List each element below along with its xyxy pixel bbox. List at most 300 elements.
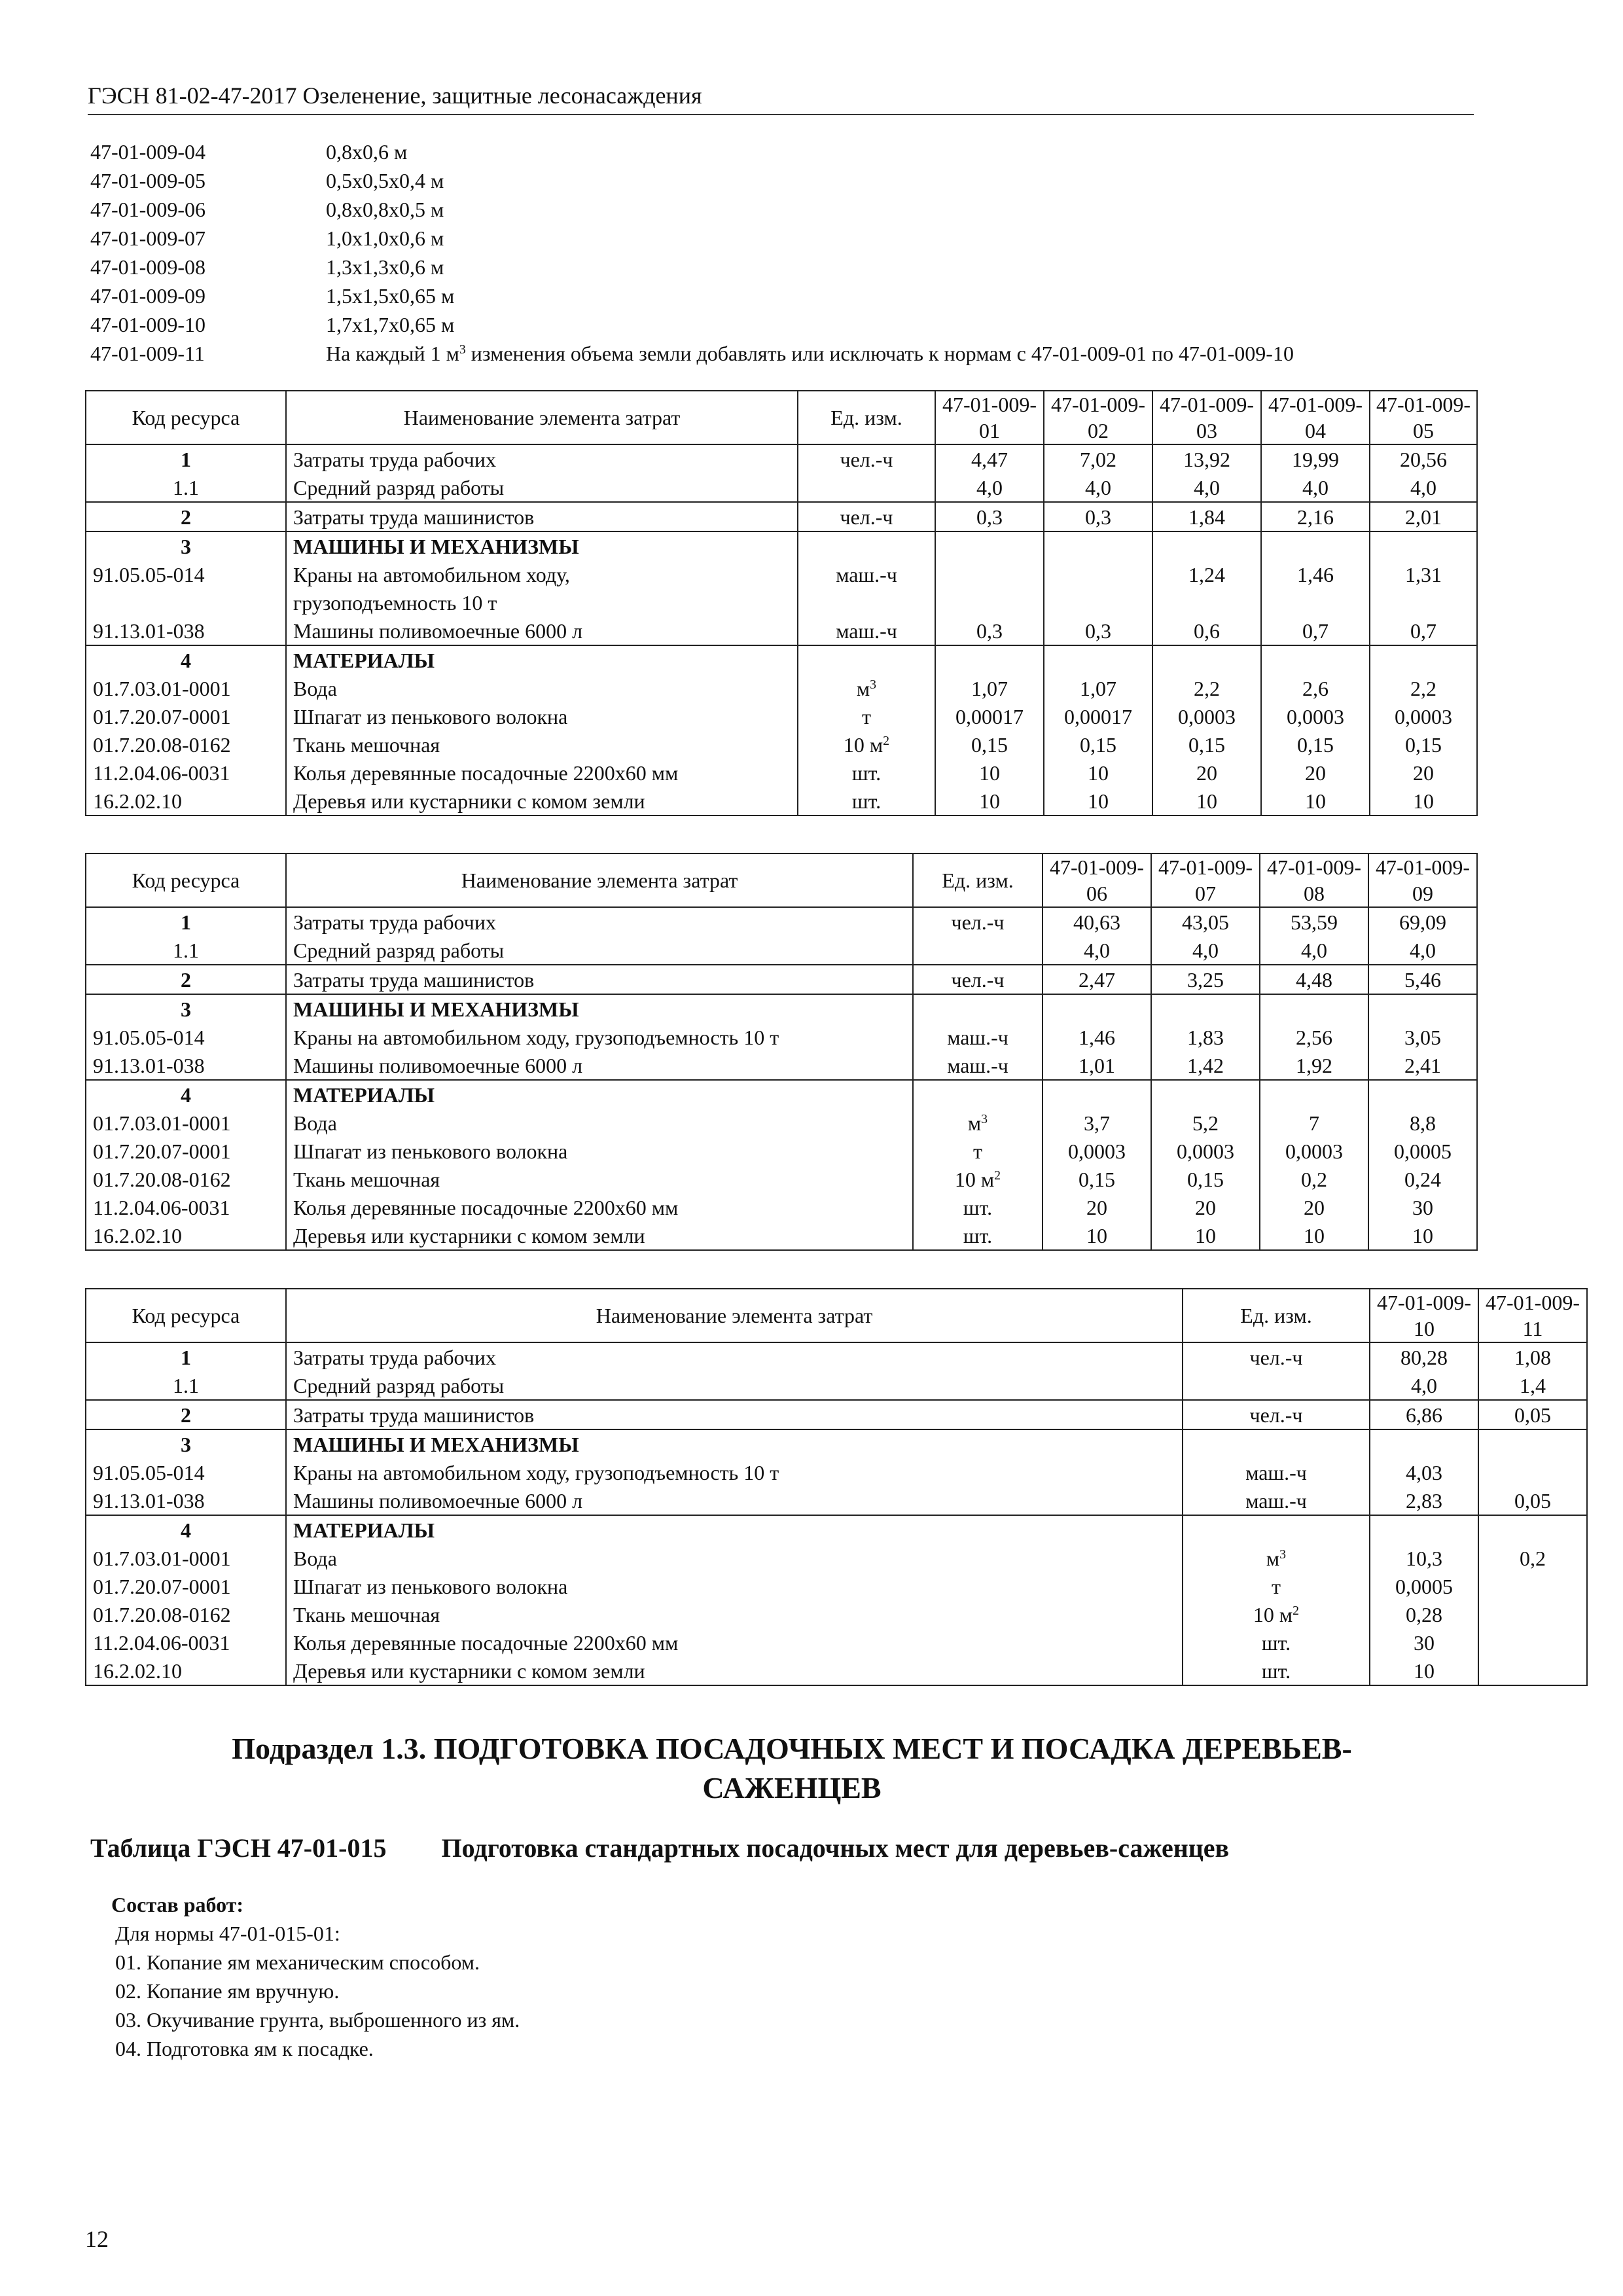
page-header — [88, 77, 1474, 115]
table-row — [86, 907, 1477, 936]
norm-value — [1260, 1080, 1368, 1109]
resource-code: 4 — [86, 645, 286, 674]
cost-element-name: Вода — [286, 674, 798, 702]
norm-value: 4,47 — [935, 444, 1044, 473]
table-row — [86, 759, 1477, 787]
resource-code: 11.2.04.06-0031 — [86, 1193, 286, 1221]
works-item: 01. Копание ям механическим способом. — [115, 1950, 480, 1974]
table-row — [86, 1023, 1477, 1051]
size-row — [90, 253, 1497, 281]
column-header-norm: 47-01-009-11 — [1478, 1289, 1587, 1342]
norm-value: 3,05 — [1368, 1023, 1477, 1051]
resource-code: 91.05.05-014 — [86, 560, 286, 588]
table-row — [86, 473, 1477, 502]
norm-value: 0,2 — [1260, 1165, 1368, 1193]
unit: 10 м — [1253, 1602, 1293, 1626]
norm-value: 0,15 — [1370, 730, 1477, 759]
resource-code: 91.05.05-014 — [86, 1458, 286, 1486]
norm-value: 3,7 — [1043, 1109, 1151, 1137]
unit-cell — [1183, 1515, 1370, 1544]
table-row — [86, 1051, 1477, 1080]
norm-value: 43,05 — [1151, 907, 1260, 936]
unit-cell — [913, 1023, 1043, 1051]
norm-value — [1261, 645, 1370, 674]
norm-value — [1261, 531, 1370, 560]
norm-value: 2,2 — [1152, 674, 1261, 702]
unit: чел.-ч — [951, 910, 1005, 934]
norm-value — [1478, 1657, 1587, 1685]
size-note-start: На каждый 1 м — [326, 342, 459, 365]
column-header-unit: Ед. изм. — [913, 853, 1043, 907]
table-row — [86, 1193, 1477, 1221]
norm-value: 4,0 — [1043, 936, 1151, 965]
table-row — [86, 645, 1477, 674]
table-row — [86, 1657, 1587, 1685]
table-row — [86, 787, 1477, 816]
norm-value: 4,0 — [1370, 473, 1477, 502]
table-row — [86, 1137, 1477, 1165]
unit-cell — [1183, 1371, 1370, 1400]
norm-value: 5,2 — [1151, 1109, 1260, 1137]
unit-cell — [798, 730, 935, 759]
resource-code: 1.1 — [86, 1371, 286, 1400]
unit-cell — [798, 702, 935, 730]
unit-cell — [798, 617, 935, 645]
resource-code: 16.2.02.10 — [86, 1221, 286, 1250]
column-header-norm: 47-01-009-03 — [1152, 391, 1261, 444]
table-row — [86, 1515, 1587, 1544]
norm-value: 4,0 — [1260, 936, 1368, 965]
cost-element-name: Деревья или кустарники с комом земли — [286, 787, 798, 816]
unit: маш.-ч — [836, 619, 897, 643]
norm-value: 0,05 — [1478, 1400, 1587, 1429]
unit: шт. — [1261, 1659, 1291, 1683]
norm-value — [1152, 531, 1261, 560]
norm-value: 0,24 — [1368, 1165, 1477, 1193]
norm-value: 0,3 — [935, 502, 1044, 531]
norm-value: 4,03 — [1370, 1458, 1478, 1486]
norm-value: 0,0003 — [1043, 1137, 1151, 1165]
norm-value: 40,63 — [1043, 907, 1151, 936]
subsection-heading-line: САЖЕНЦЕВ — [702, 1771, 882, 1804]
norm-value: 4,0 — [1152, 473, 1261, 502]
norm-value: 0,0005 — [1370, 1572, 1478, 1600]
resource-code: 91.05.05-014 — [86, 1023, 286, 1051]
norm-value: 10 — [1370, 787, 1477, 816]
unit-cell — [913, 1109, 1043, 1137]
norm-value: 2,16 — [1261, 502, 1370, 531]
table-row — [86, 1342, 1587, 1371]
norm-value: 0,7 — [1261, 617, 1370, 645]
unit-cell — [913, 907, 1043, 936]
size-row — [90, 137, 1497, 166]
cost-element-name: Краны на автомобильном ходу, — [286, 560, 798, 588]
size-text: 1,3х1,3х0,6 м — [326, 255, 444, 279]
norm-value: 1,31 — [1370, 560, 1477, 588]
unit: 10 м — [954, 1167, 995, 1191]
norm-value: 20 — [1261, 759, 1370, 787]
resource-code: 01.7.20.07-0001 — [86, 702, 286, 730]
unit: чел.-ч — [1249, 1345, 1303, 1369]
unit: 10 м — [843, 732, 883, 757]
resource-code: 01.7.20.08-0162 — [86, 1600, 286, 1628]
subsection-heading-line: Подраздел 1.3. ПОДГОТОВКА ПОСАДОЧНЫХ МЕСТ И ПОСАДКА ДЕРЕВЬЕВ- — [232, 1732, 1352, 1765]
norm-value: 10 — [935, 787, 1044, 816]
cost-element-name: грузоподъемность 10 т — [286, 588, 798, 617]
unit: т — [862, 704, 871, 728]
resource-code: 91.13.01-038 — [86, 617, 286, 645]
unit: шт. — [851, 789, 882, 813]
column-header-name: Наименование элемента затрат — [286, 391, 798, 444]
norm-value: 20 — [1370, 759, 1477, 787]
works-composition — [111, 1890, 1289, 2063]
cost-element-name: Колья деревянные посадочные 2200х60 мм — [286, 1628, 1183, 1657]
unit: чел.-ч — [951, 967, 1005, 992]
norm-value: 0,0003 — [1370, 702, 1477, 730]
norm-value — [1043, 1080, 1151, 1109]
works-intro: Для нормы 47-01-015-01: — [115, 1922, 340, 1945]
unit: т — [1272, 1574, 1281, 1598]
header-row — [86, 391, 1477, 444]
unit-cell — [1183, 1400, 1370, 1429]
page-number: 12 — [85, 2226, 109, 2252]
norm-value — [1370, 645, 1477, 674]
norm-value: 0,7 — [1370, 617, 1477, 645]
cost-element-name: Машины поливомоечные 6000 л — [286, 617, 798, 645]
unit: м — [856, 676, 870, 700]
unit-cell — [798, 645, 935, 674]
norm-value: 80,28 — [1370, 1342, 1478, 1371]
norm-value — [1478, 1628, 1587, 1657]
norm-value: 0,15 — [1261, 730, 1370, 759]
column-header-norm: 47-01-009-02 — [1044, 391, 1152, 444]
resource-code: 01.7.20.07-0001 — [86, 1572, 286, 1600]
norm-value: 10 — [1260, 1221, 1368, 1250]
table-row — [86, 702, 1477, 730]
column-header-norm: 47-01-009-08 — [1260, 853, 1368, 907]
cost-element-name: Машины поливомоечные 6000 л — [286, 1051, 913, 1080]
norm-value: 20 — [1151, 1193, 1260, 1221]
unit-superscript: 3 — [870, 677, 877, 692]
unit-cell — [1183, 1628, 1370, 1657]
size-row — [90, 339, 1497, 368]
works-item: 04. Подготовка ям к посадке. — [115, 2037, 374, 2060]
unit-superscript: 3 — [1279, 1547, 1287, 1562]
cost-element-name: Краны на автомобильном ходу, грузоподъемность 10 т — [286, 1023, 913, 1051]
unit: маш.-ч — [947, 1053, 1008, 1077]
norm-value — [935, 531, 1044, 560]
unit-cell — [913, 1193, 1043, 1221]
cost-element-name: Ткань мешочная — [286, 1600, 1183, 1628]
size-text: 0,8х0,6 м — [326, 140, 408, 164]
table-title — [90, 1833, 1229, 1863]
norm-value: 69,09 — [1368, 907, 1477, 936]
norm-value: 1,84 — [1152, 502, 1261, 531]
cost-element-name: Ткань мешочная — [286, 730, 798, 759]
norm-code: 47-01-009-08 — [90, 255, 205, 279]
column-header-norm: 47-01-009-09 — [1368, 853, 1477, 907]
norm-value: 0,6 — [1152, 617, 1261, 645]
norm-value — [1370, 1515, 1478, 1544]
cost-element-name: Колья деревянные посадочные 2200х60 мм — [286, 1193, 913, 1221]
norm-value: 0,15 — [1043, 1165, 1151, 1193]
table-row — [86, 1400, 1587, 1429]
norm-value: 2,2 — [1370, 674, 1477, 702]
norm-value: 0,15 — [1152, 730, 1261, 759]
size-note-end: изменения объема земли добавлять или исключать к нормам с 47-01-009-01 по 47-01-009-10 — [465, 342, 1294, 365]
resource-code: 11.2.04.06-0031 — [86, 759, 286, 787]
norm-value: 10,3 — [1370, 1544, 1478, 1572]
size-row — [90, 195, 1497, 224]
unit-cell — [913, 1051, 1043, 1080]
cost-element-name: Средний разряд работы — [286, 1371, 1183, 1400]
norm-value — [1044, 588, 1152, 617]
norm-value: 8,8 — [1368, 1109, 1477, 1137]
cost-element-name: МАТЕРИАЛЫ — [286, 1080, 913, 1109]
unit: маш.-ч — [1245, 1488, 1307, 1513]
resource-code: 16.2.02.10 — [86, 787, 286, 816]
size-text: 1,0х1,0х0,6 м — [326, 226, 444, 250]
unit: чел.-ч — [840, 447, 893, 471]
resource-code: 3 — [86, 531, 286, 560]
norm-value: 4,0 — [1368, 936, 1477, 965]
unit: маш.-ч — [836, 562, 897, 586]
resource-code: 01.7.03.01-0001 — [86, 1544, 286, 1572]
norm-table — [85, 853, 1478, 1251]
norm-value: 1,01 — [1043, 1051, 1151, 1080]
unit-superscript: 2 — [883, 733, 890, 748]
norm-value — [1368, 1080, 1477, 1109]
resource-code: 91.13.01-038 — [86, 1051, 286, 1080]
norm-value: 19,99 — [1261, 444, 1370, 473]
norm-value: 0,00017 — [935, 702, 1044, 730]
norm-value: 1,08 — [1478, 1342, 1587, 1371]
norm-value: 0,0005 — [1368, 1137, 1477, 1165]
header-row — [86, 1289, 1587, 1342]
norm-value: 20 — [1260, 1193, 1368, 1221]
norm-value: 13,92 — [1152, 444, 1261, 473]
unit-cell — [1183, 1544, 1370, 1572]
resource-code: 01.7.20.08-0162 — [86, 730, 286, 759]
unit-cell — [913, 1137, 1043, 1165]
column-header-code: Код ресурса — [86, 853, 286, 907]
subsection-heading — [131, 1729, 1453, 1808]
norm-code: 47-01-009-11 — [90, 342, 205, 365]
norm-value: 0,2 — [1478, 1544, 1587, 1572]
norm-value — [1044, 645, 1152, 674]
norm-value — [1370, 1429, 1478, 1458]
cost-element-name: МАТЕРИАЛЫ — [286, 645, 798, 674]
cost-element-name: Вода — [286, 1544, 1183, 1572]
unit: м — [1266, 1546, 1280, 1570]
unit-cell — [1183, 1458, 1370, 1486]
table-row — [86, 674, 1477, 702]
norm-value: 0,3 — [1044, 617, 1152, 645]
unit-cell — [798, 759, 935, 787]
norm-code: 47-01-009-09 — [90, 284, 205, 308]
table-row — [86, 1429, 1587, 1458]
norm-value — [1370, 531, 1477, 560]
unit-cell — [913, 1080, 1043, 1109]
table-title-name: Подготовка стандартных посадочных мест для деревьев-саженцев — [441, 1833, 1230, 1863]
norm-value — [1478, 1458, 1587, 1486]
unit: шт. — [963, 1195, 993, 1219]
unit-cell — [798, 473, 935, 502]
unit-cell — [913, 965, 1043, 994]
table-row — [86, 560, 1477, 588]
unit-cell — [1183, 1342, 1370, 1371]
size-row — [90, 166, 1497, 195]
norm-code: 47-01-009-07 — [90, 226, 205, 250]
norm-value: 2,47 — [1043, 965, 1151, 994]
unit-superscript: 2 — [994, 1168, 1001, 1183]
norm-value: 4,0 — [1044, 473, 1152, 502]
cost-element-name: Деревья или кустарники с комом земли — [286, 1657, 1183, 1685]
norm-value — [935, 645, 1044, 674]
norm-value: 10 — [1368, 1221, 1477, 1250]
norm-code: 47-01-009-04 — [90, 140, 205, 164]
unit: т — [973, 1139, 982, 1163]
unit-superscript: 2 — [1293, 1603, 1300, 1618]
norm-value: 1,24 — [1152, 560, 1261, 588]
norm-code: 47-01-009-06 — [90, 198, 205, 221]
norm-value: 1,46 — [1261, 560, 1370, 588]
norm-value: 0,3 — [1044, 502, 1152, 531]
norm-value: 4,0 — [1151, 936, 1260, 965]
size-text: 1,5х1,5х0,65 м — [326, 284, 455, 308]
unit: маш.-ч — [1245, 1460, 1307, 1484]
table-row — [86, 1165, 1477, 1193]
norm-value — [1044, 560, 1152, 588]
resource-code: 1 — [86, 444, 286, 473]
norm-value — [935, 588, 1044, 617]
unit-superscript: 3 — [981, 1111, 988, 1126]
works-heading: Состав работ: — [111, 1893, 244, 1916]
norm-value: 0,15 — [1044, 730, 1152, 759]
norm-table — [85, 390, 1478, 816]
resource-code: 1.1 — [86, 473, 286, 502]
table-row — [86, 1600, 1587, 1628]
cost-element-name: Шпагат из пенькового волокна — [286, 1137, 913, 1165]
resource-code: 4 — [86, 1515, 286, 1544]
cost-element-name: Машины поливомоечные 6000 л — [286, 1486, 1183, 1515]
pit-sizes-list — [90, 137, 1497, 368]
norm-value: 0,3 — [935, 617, 1044, 645]
resource-code: 11.2.04.06-0031 — [86, 1628, 286, 1657]
resource-code: 4 — [86, 1080, 286, 1109]
norm-value: 2,6 — [1261, 674, 1370, 702]
table-row — [86, 1109, 1477, 1137]
norm-value: 7,02 — [1044, 444, 1152, 473]
unit: шт. — [963, 1223, 993, 1247]
norm-value: 2,41 — [1368, 1051, 1477, 1080]
norm-value: 1,83 — [1151, 1023, 1260, 1051]
norm-value: 10 — [1044, 787, 1152, 816]
table-row — [86, 444, 1477, 473]
norm-value: 53,59 — [1260, 907, 1368, 936]
norm-value: 0,0003 — [1151, 1137, 1260, 1165]
column-header-unit: Ед. изм. — [1183, 1289, 1370, 1342]
norm-value: 5,46 — [1368, 965, 1477, 994]
norm-value: 1,46 — [1043, 1023, 1151, 1051]
unit: маш.-ч — [947, 1025, 1008, 1049]
norm-value — [1152, 645, 1261, 674]
norm-value: 10 — [1151, 1221, 1260, 1250]
norm-value: 20 — [1043, 1193, 1151, 1221]
cost-element-name: Шпагат из пенькового волокна — [286, 1572, 1183, 1600]
cost-element-name: Затраты труда машинистов — [286, 1400, 1183, 1429]
norm-value: 1,42 — [1151, 1051, 1260, 1080]
cost-element-name: Краны на автомобильном ходу, грузоподъемность 10 т — [286, 1458, 1183, 1486]
unit-cell — [798, 560, 935, 588]
unit-cell — [1183, 1572, 1370, 1600]
norm-value: 4,0 — [935, 473, 1044, 502]
size-text: 0,5х0,5х0,4 м — [326, 169, 444, 192]
column-header-unit: Ед. изм. — [798, 391, 935, 444]
norm-value: 0,0003 — [1152, 702, 1261, 730]
norm-value: 10 — [935, 759, 1044, 787]
column-header-norm: 47-01-009-10 — [1370, 1289, 1478, 1342]
cost-element-name: Затраты труда рабочих — [286, 444, 798, 473]
norm-value: 2,56 — [1260, 1023, 1368, 1051]
norm-value — [935, 560, 1044, 588]
norm-value: 4,0 — [1370, 1371, 1478, 1400]
works-item: 02. Копание ям вручную. — [115, 1979, 340, 2003]
norm-value — [1152, 588, 1261, 617]
resource-code: 1.1 — [86, 936, 286, 965]
norm-value — [1151, 994, 1260, 1023]
norm-value: 1,07 — [935, 674, 1044, 702]
cost-element-name: Средний разряд работы — [286, 473, 798, 502]
table-row — [86, 994, 1477, 1023]
resource-code: 2 — [86, 965, 286, 994]
resource-code: 1 — [86, 1342, 286, 1371]
norm-value — [1478, 1600, 1587, 1628]
norm-value — [1043, 994, 1151, 1023]
column-header-name: Наименование элемента затрат — [286, 1289, 1183, 1342]
column-header-norm: 47-01-009-06 — [1043, 853, 1151, 907]
table-row — [86, 531, 1477, 560]
column-header-code: Код ресурса — [86, 1289, 286, 1342]
norm-value: 20,56 — [1370, 444, 1477, 473]
resource-code: 01.7.03.01-0001 — [86, 674, 286, 702]
unit: чел.-ч — [1249, 1403, 1303, 1427]
resource-code: 91.13.01-038 — [86, 1486, 286, 1515]
table-row — [86, 588, 1477, 617]
unit-cell — [913, 994, 1043, 1023]
norm-value: 10 — [1261, 787, 1370, 816]
resource-code: 1 — [86, 907, 286, 936]
norm-value — [1478, 1515, 1587, 1544]
norm-value — [1478, 1572, 1587, 1600]
size-row — [90, 224, 1497, 253]
cost-element-name: Ткань мешочная — [286, 1165, 913, 1193]
works-item: 03. Окучивание грунта, выброшенного из ям. — [115, 2008, 520, 2032]
norm-table — [85, 1288, 1588, 1686]
resource-code — [86, 588, 286, 617]
norm-value: 10 — [1152, 787, 1261, 816]
table-title-label: Таблица ГЭСН 47-01-015 — [90, 1833, 387, 1863]
norm-value — [1260, 994, 1368, 1023]
unit-cell — [798, 502, 935, 531]
table-row — [86, 1486, 1587, 1515]
resource-code: 01.7.20.07-0001 — [86, 1137, 286, 1165]
unit: м — [967, 1111, 982, 1135]
resource-code: 01.7.03.01-0001 — [86, 1109, 286, 1137]
norm-value: 3,25 — [1151, 965, 1260, 994]
size-note — [326, 342, 1294, 365]
cost-element-name: Затраты труда машинистов — [286, 965, 913, 994]
